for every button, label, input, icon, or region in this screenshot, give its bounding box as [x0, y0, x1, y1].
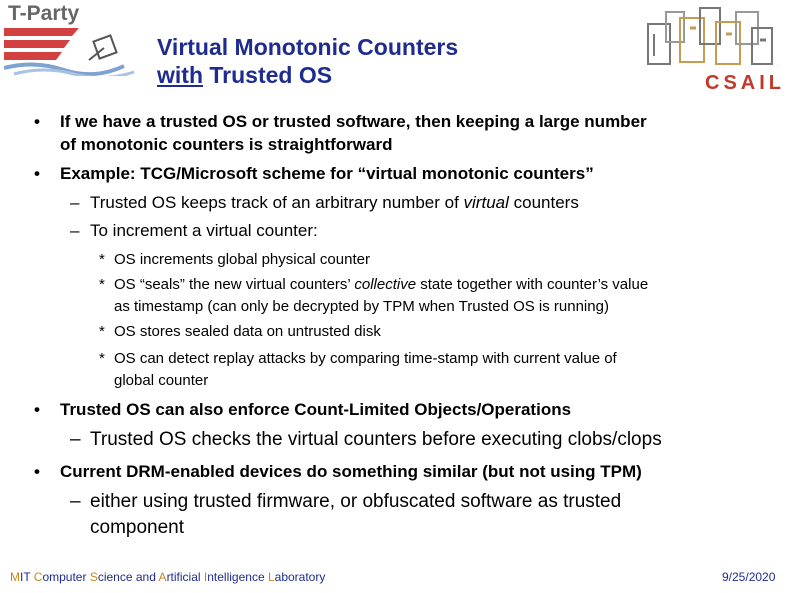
footer-cap: C: [33, 570, 43, 584]
footer-cap: M: [10, 570, 20, 584]
sub-sub-bullet-3-text: OS stores sealed data on untrusted disk: [114, 323, 381, 340]
sub-bullet-dash: –: [70, 221, 80, 240]
sub-bullet-4-text: either using trusted firmware, or obfuscated software as trusted: [90, 491, 622, 512]
sub-bullet-dash: –: [70, 491, 81, 512]
footer-text: ntelligence: [207, 570, 268, 584]
footer-cap: L: [267, 570, 275, 584]
bullet-1-text-cont: of monotonic counters is straightforward: [60, 135, 393, 154]
title-underlined-word: with: [157, 62, 203, 88]
bullet-4-text: Current DRM-enabled devices do something similar (but not using TPM): [60, 462, 642, 481]
sub-bullet-dash: –: [70, 429, 81, 450]
bullet-1: •: [34, 112, 40, 131]
bullet-1-text: If we have a trusted OS or trusted software, then keeping a large number: [60, 112, 647, 131]
slide-title: [157, 33, 458, 89]
sub-bullet-1-italic: virtual: [463, 193, 509, 212]
sub-sub-bullet-star: *: [99, 251, 105, 268]
csail-building-icon: [640, 4, 780, 74]
footer-lab-name: [10, 570, 325, 584]
footer-cap: I: [203, 570, 208, 584]
bullet-2-text: Example: TCG/Microsoft scheme for “virtual monotonic counters”: [60, 164, 594, 183]
sub-bullet-3-text: Trusted OS checks the virtual counters before executing clobs/clops: [90, 429, 662, 450]
sub-sub-bullet-1-text: OS increments global physical counter: [114, 251, 370, 268]
sub-sub-bullet-2-italic: collective: [354, 276, 417, 293]
bullet-3-text: Trusted OS can also enforce Count-Limited Objects/Operations: [60, 400, 572, 419]
bullet-2: •: [34, 164, 40, 183]
sub-bullet-1-text: [90, 193, 579, 213]
sub-sub-bullet-4-text-cont: global counter: [114, 372, 209, 389]
csail-logo-text: CSAIL: [705, 72, 785, 94]
sub-sub-bullet-star: *: [99, 276, 105, 293]
sub-sub-bullet-4-text: OS can detect replay attacks by comparing time-stamp with current value of: [114, 350, 617, 367]
footer-text: IT: [20, 570, 34, 584]
footer-text: rtificial: [166, 570, 204, 584]
footer-cap: S: [89, 570, 98, 584]
footer-date: 9/25/2020: [722, 570, 776, 584]
tparty-logo-text: T-Party: [8, 2, 80, 25]
sub-sub-bullet-star: *: [99, 323, 105, 340]
bullet-3: •: [34, 400, 40, 419]
footer-text: aboratory: [274, 570, 326, 584]
title-line-2-rest: Trusted OS: [203, 62, 333, 88]
sub-bullet-1-post: counters: [508, 193, 579, 212]
footer-text: cience and: [97, 570, 159, 584]
footer-cap: A: [158, 570, 167, 584]
sub-sub-bullet-2-pre: OS “seals” the new virtual counters’: [114, 276, 355, 293]
title-line-2: [157, 61, 458, 89]
sub-bullet-4-text-cont: component: [90, 517, 185, 538]
sub-sub-bullet-2-post: state together with counter’s value: [416, 276, 649, 293]
sub-bullet-2-text: To increment a virtual counter:: [90, 221, 318, 240]
sub-bullet-1-pre: Trusted OS keeps track of an arbitrary number of: [90, 193, 464, 212]
sub-sub-bullet-2-text-cont: as timestamp (can only be decrypted by TPM when Trusted OS is running): [114, 298, 609, 315]
bullet-4: •: [34, 462, 40, 481]
sub-sub-bullet-2-text: [114, 276, 648, 293]
tparty-logo-icon: [4, 26, 144, 76]
title-line-1: Virtual Monotonic Counters: [157, 34, 459, 60]
sub-bullet-dash: –: [70, 193, 80, 212]
sub-sub-bullet-star: *: [99, 350, 105, 367]
footer-text: omputer: [42, 570, 90, 584]
